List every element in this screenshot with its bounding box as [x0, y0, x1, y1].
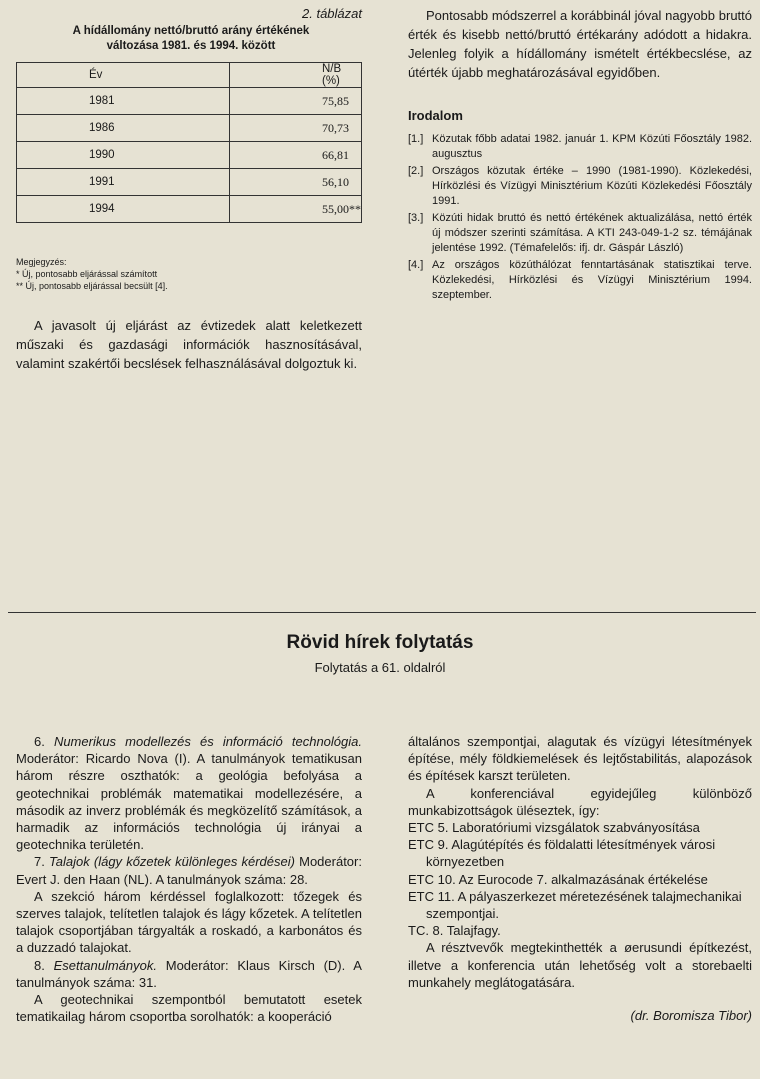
committee-item: TC. 8. Talajfagy. [408, 923, 501, 939]
committee-item: ETC 5. Laboratóriumi vizsgálatok szabványosítása [408, 820, 700, 836]
table-caption-line1: A hídállomány nettó/bruttó arány értékének [72, 25, 310, 37]
author-signature: (dr. Boromisza Tibor) [630, 1008, 752, 1024]
item-number: 7. [34, 854, 45, 870]
news-item-7 [16, 853, 362, 887]
table-cell-year: 1986 [17, 115, 230, 142]
table-cell-value: 56,10 [230, 169, 362, 196]
table-header-row [17, 63, 362, 88]
references-list [408, 132, 752, 305]
news-paragraph: általános szempontjai, alagutak és vízügyi létesítmények építése, mély földkiemelések és lejtőstabilitás, alapozások és építések karszt területen. [408, 734, 752, 784]
table-cell-value: 55,00** [230, 196, 362, 223]
right-paragraph: Pontosabb módszerrel a korábbinál jóval nagyobb bruttó érték és kisebb nettó/bruttó értékarány adódott a hidakra. Jelenleg folyik a hídállomány ismételt értékbecslése, az útérték újabb meghatározásával egyidőben. [408, 8, 752, 80]
item-text: Moderátor: Ricardo Nova (I). A tanulmányok tematikusan három részre oszthatók: a geológia befolyása a geotechnikai problémák matematikai modellezésére, a második az inverz problémák és megközelítő számítások, a harmadik az információs technológia új irányai a geotechnika területén. [16, 751, 362, 853]
column-header-nb: N/B (%) [230, 63, 362, 88]
item-title: Talajok (lágy kőzetek különleges kérdései) [49, 854, 295, 870]
column-header-year: Év [17, 63, 230, 88]
news-left-column [16, 733, 362, 1025]
table-row [17, 142, 362, 169]
data-table [16, 62, 362, 223]
news-paragraph: A szekció három kérdéssel foglalkozott: tőzegek és szerves talajok, telítetlen talajok és lágy kőzetek. A telítetlen talajok csoportjában tárgyalták a roskadó, a karbonátos és a duzzadó talajokat. [16, 888, 362, 956]
table-row [17, 196, 362, 223]
item-text: Moderátor: Evert J. den Haan (NL). A tanulmányok száma: 28. [16, 854, 362, 887]
table-cell-value: 66,81 [230, 142, 362, 169]
item-title: Esettanulmányok. [53, 957, 157, 973]
table-cell-value: 70,73 [230, 115, 362, 142]
table-cell-year: 1990 [17, 142, 230, 169]
news-right-column [408, 733, 752, 1024]
reference-number: [1.] [408, 133, 424, 145]
news-title: Rövid hírek folytatás [286, 632, 474, 653]
item-number: 6. [34, 734, 45, 749]
table-note: * Új, pontosabb eljárással számított [16, 269, 158, 279]
table-note: ** Új, pontosabb eljárással becsült [4]. [16, 281, 168, 291]
table-row [17, 115, 362, 142]
reference-number: [4.] [408, 259, 424, 271]
table-cell-value: 75,85 [230, 88, 362, 115]
reference-item [408, 211, 752, 256]
table-cell-year: 1981 [17, 88, 230, 115]
reference-item [408, 164, 752, 209]
table-cell-year: 1991 [17, 169, 230, 196]
news-paragraph: A résztvevők megtekinthették a øerusundi építkezést, illetve a konferencia után lehetőség volt a storebaelti munkahely meglátogatására. [408, 940, 752, 990]
references-heading: Irodalom [408, 108, 463, 123]
section-divider [8, 612, 756, 613]
reference-text: Országos közutak értéke – 1990 (1981-1990). Közlekedési, Hírközlési és Vízügyi Minisztérium Közúti Közlekedési Főosztály 1991. [432, 165, 752, 207]
table-caption-line2: változása 1981. és 1994. között [106, 40, 276, 52]
table-row [17, 88, 362, 115]
left-paragraph: A javasolt új eljárást az évtizedek alatt keletkezett műszaki és gazdasági információk hasznosításával, valamint szakértői becslések felhasználásával dolgoztuk ki. [16, 318, 362, 371]
reference-number: [3.] [408, 212, 424, 224]
reference-text: Közutak főbb adatai 1982. január 1. KPM Közúti Főosztály 1982. augusztus [432, 133, 752, 160]
news-item-8 [16, 957, 362, 991]
reference-number: [2.] [408, 165, 424, 177]
news-item-6 [16, 733, 362, 853]
reference-text: Közúti hidak bruttó és nettó értékének aktualizálása, nettó érték új módszer szerinti számítása. A KTI 243-049-1-2 sz. témájának jelentése 1992. (Témafelelős: ifj. dr. Gáspár László) [432, 212, 752, 254]
table-cell-year: 1994 [17, 196, 230, 223]
committee-item: ETC 11. A pályaszerkezet méretezésének talajmechanikai szempontjai. [408, 888, 742, 922]
news-subtitle: Folytatás a 61. oldalról [314, 660, 446, 675]
table-row [17, 169, 362, 196]
table-note-heading: Megjegyzés: [16, 257, 67, 267]
item-title: Numerikus modellezés és információ technológia. [53, 734, 362, 749]
news-paragraph: A geotechnikai szempontból bemutatott esetek tematikailag három csoportba sorolhatók: a kooperáció [16, 992, 362, 1025]
committee-item: ETC 10. Az Eurocode 7. alkalmazásának értékelése [408, 871, 708, 887]
item-number: 8. [34, 957, 45, 973]
reference-item [408, 258, 752, 303]
table-notes [16, 256, 168, 292]
committee-item: ETC 9. Alagútépítés és földalatti létesítmények városi környezetben [408, 837, 716, 870]
news-paragraph: A konferenciával egyidejűleg különböző munkabizottságok üléseztek, így: [408, 785, 752, 818]
reference-item [408, 132, 752, 162]
reference-text: Az országos közúthálózat fenntartásának statisztikai terve. Közlekedési, Hírközlési és Vízügyi Minisztérium 1994. szeptember. [432, 259, 752, 301]
table-number: 2. táblázat [302, 6, 362, 21]
item-text: Moderátor: Klaus Kirsch (D). A tanulmányok száma: 31. [16, 957, 362, 990]
table-caption [20, 24, 362, 54]
